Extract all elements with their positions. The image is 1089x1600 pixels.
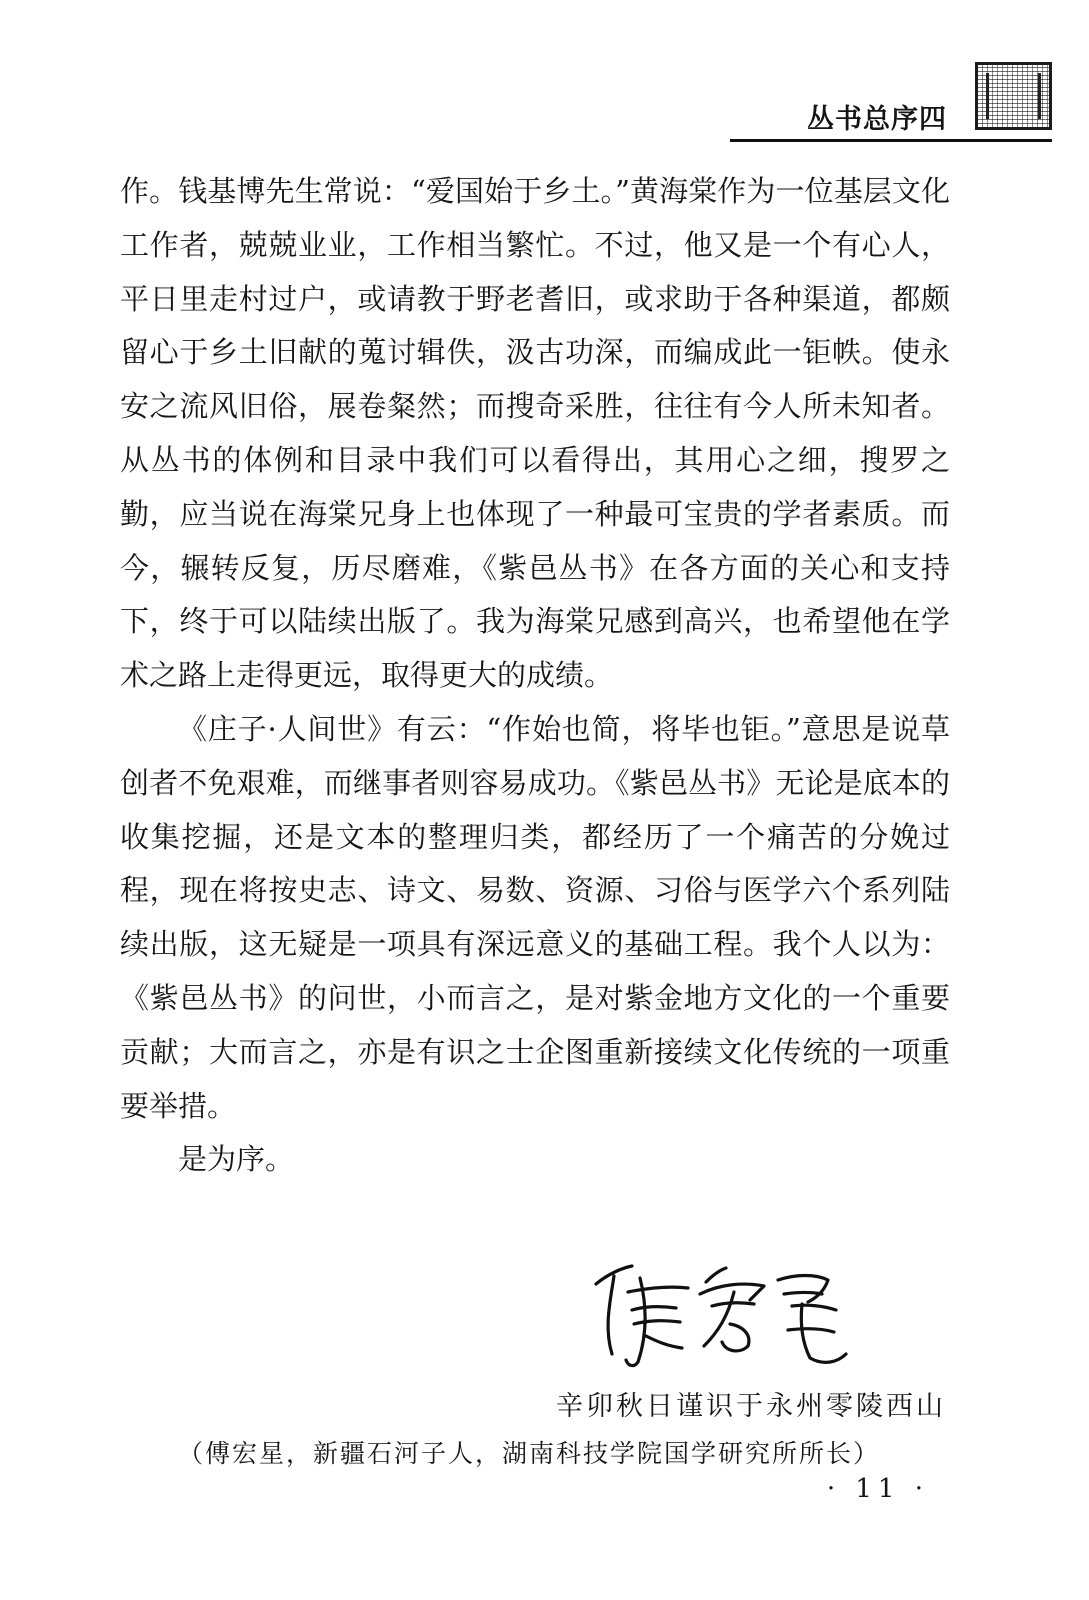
handwritten-signature xyxy=(588,1262,858,1372)
paragraph-closing: 是为序。 xyxy=(178,1142,295,1177)
paragraph-zhuangzi: 《庄子·人间世》有云：“作始也简，将毕也钜。”意思是说草创者不免艰难，而继事者则容易成功。《紫邑丛书》无论是底本的收集挖掘，还是文本的整理归类，都经历了一个痛苦的分娩过程，现在将按史志、诗文、易数、资源、习俗与医学六个系列陆续出版，这无疑是一项具有深远意义的基础工程。我个人以为：《紫邑丛书》的问世，小而言之，是对紫金地方文化的一个重要贡献；大而言之，亦是有识之士企图重新接续文化传统的一项重要举措。 xyxy=(120,711,950,1123)
author-note: （傅宏星，新疆石河子人，湖南科技学院国学研究所所长） xyxy=(178,1439,881,1468)
body-text xyxy=(120,165,950,1187)
page-number: · 11 · xyxy=(826,1474,929,1504)
header-rule xyxy=(730,139,1052,142)
paragraph-continuation: 作。钱基博先生常说：“爱国始于乡土。”黄海棠作为一位基层文化工作者，兢兢业业，工作相当繁忙。不过，他又是一个有心人，平日里走村过户，或请教于野老耆旧，或求助于各种渠道，都颇留心于乡土旧献的蒐讨辑佚，汲古功深，而编成此一钜帙。使永安之流风旧俗，展卷粲然；而搜奇采胜，往往有今人所未知者。从丛书的体例和目录中我们可以看得出，其用心之细，搜罗之勤，应当说在海棠兄身上也体现了一种最可宝贵的学者素质。而今，辗转反复，历尽磨难，《紫邑丛书》在各方面的关心和支持下，终于可以陆续出版了。我为海棠兄感到高兴，也希望他在学术之路上走得更远，取得更大的成绩。 xyxy=(120,174,950,693)
seal-stamp-inner xyxy=(986,73,1041,119)
running-header-title: 丛书总序四 xyxy=(807,104,947,135)
seal-stamp-icon xyxy=(975,62,1052,130)
date-line: 辛卯秋日谨识于永州零陵西山 xyxy=(556,1391,946,1422)
